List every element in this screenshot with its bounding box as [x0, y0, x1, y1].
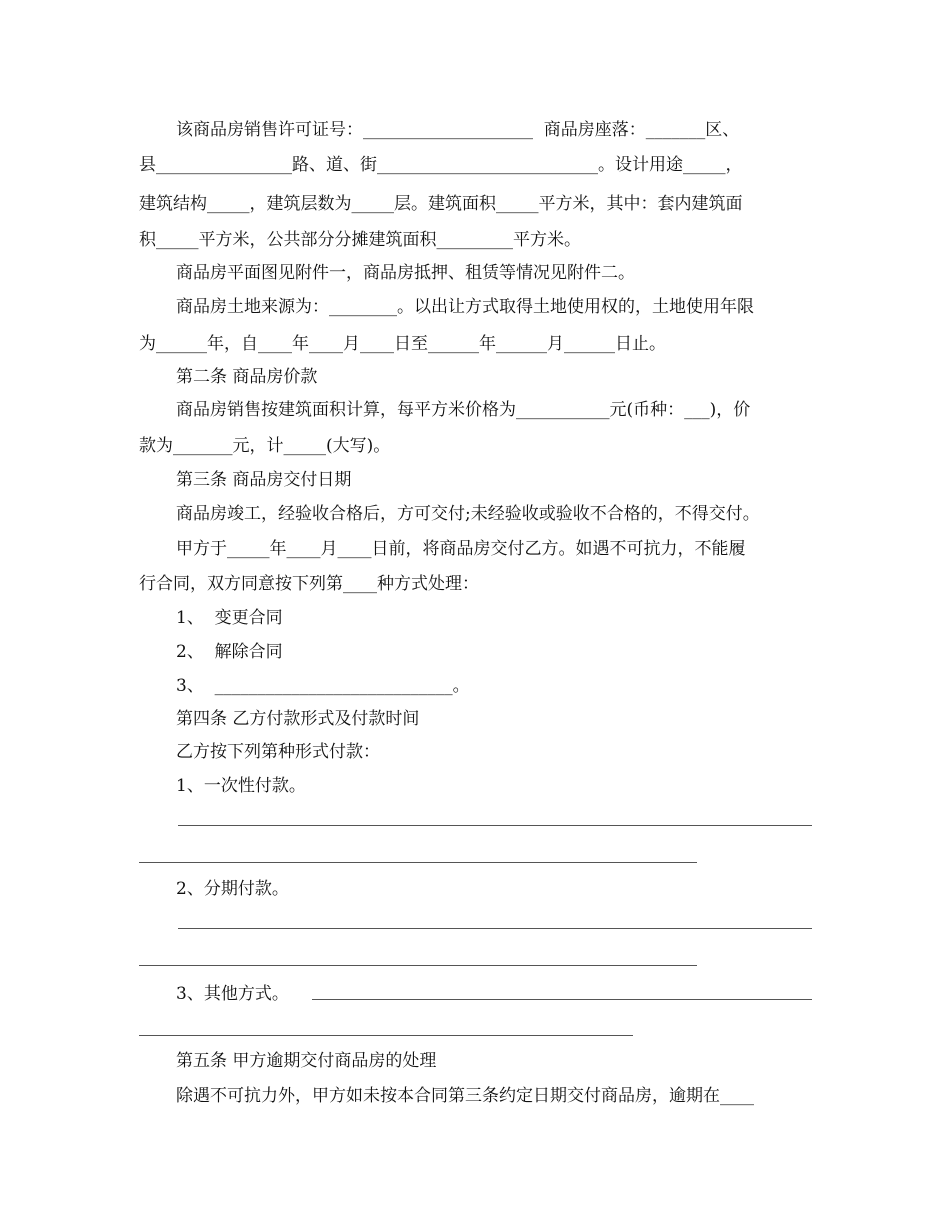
list-item: 2、分期付款。 — [176, 879, 289, 899]
text-line: 商品房竣工，经验收合格后，方可交付;未经验收或验收不合格的，不得交付。 — [176, 504, 760, 524]
section-heading: 第五条 甲方逾期交付商品房的处理 — [176, 1051, 437, 1071]
text-line: 乙方按下列第种形式付款： — [176, 742, 380, 762]
section-heading: 第四条 乙方付款形式及付款时间 — [176, 709, 420, 729]
text-line: 该商品房销售许可证号：____________________ 商品房座落：_______区、 — [176, 120, 740, 140]
blank-rule — [178, 825, 812, 826]
text-line: 建筑结构_____，建筑层数为_____层。建筑面积_____平方米，其中：套内建筑面 — [139, 194, 743, 214]
text-line: 县________________路、道、街__________________________。设计用途_____， — [139, 155, 743, 175]
text-line: 商品房土地来源为：________。以出让方式取得土地使用权的，土地使用年限 — [176, 297, 754, 317]
section-heading: 第三条 商品房交付日期 — [176, 470, 352, 490]
blank-rule — [178, 928, 812, 929]
text-line: 商品房销售按建筑面积计算，每平方米价格为___________元(币种：___)，价 — [176, 400, 751, 420]
text-line: 为______年，自____年____月____日至______年______月______日止。 — [139, 334, 666, 354]
list-item: 3、其他方式。 — [176, 984, 289, 1004]
blank-rule — [139, 1035, 633, 1036]
text-line: 行合同，双方同意按下列第____种方式处理： — [139, 574, 479, 594]
text-line: 积_____平方米，公共部分分摊建筑面积_________平方米。 — [139, 230, 581, 250]
blank-rule — [312, 999, 812, 1000]
blank-rule — [139, 965, 697, 966]
text-line: 商品房平面图见附件一，商品房抵押、租赁等情况见附件二。 — [176, 263, 635, 283]
list-item: 1、 变更合同 — [176, 608, 283, 628]
text-line: 除遇不可抗力外，甲方如未按本合同第三条约定日期交付商品房，逾期在____ — [176, 1086, 754, 1106]
blank-rule — [139, 862, 697, 863]
text-line: 款为_______元，计_____(大写)。 — [139, 436, 391, 456]
list-item: 1、一次性付款。 — [176, 776, 306, 796]
list-item: 2、 解除合同 — [176, 642, 283, 662]
section-heading: 第二条 商品房价款 — [176, 367, 318, 387]
list-item: 3、 ____________________________。 — [176, 676, 470, 696]
text-line: 甲方于_____年____月____日前，将商品房交付乙方。如遇不可抗力，不能履 — [176, 539, 746, 559]
